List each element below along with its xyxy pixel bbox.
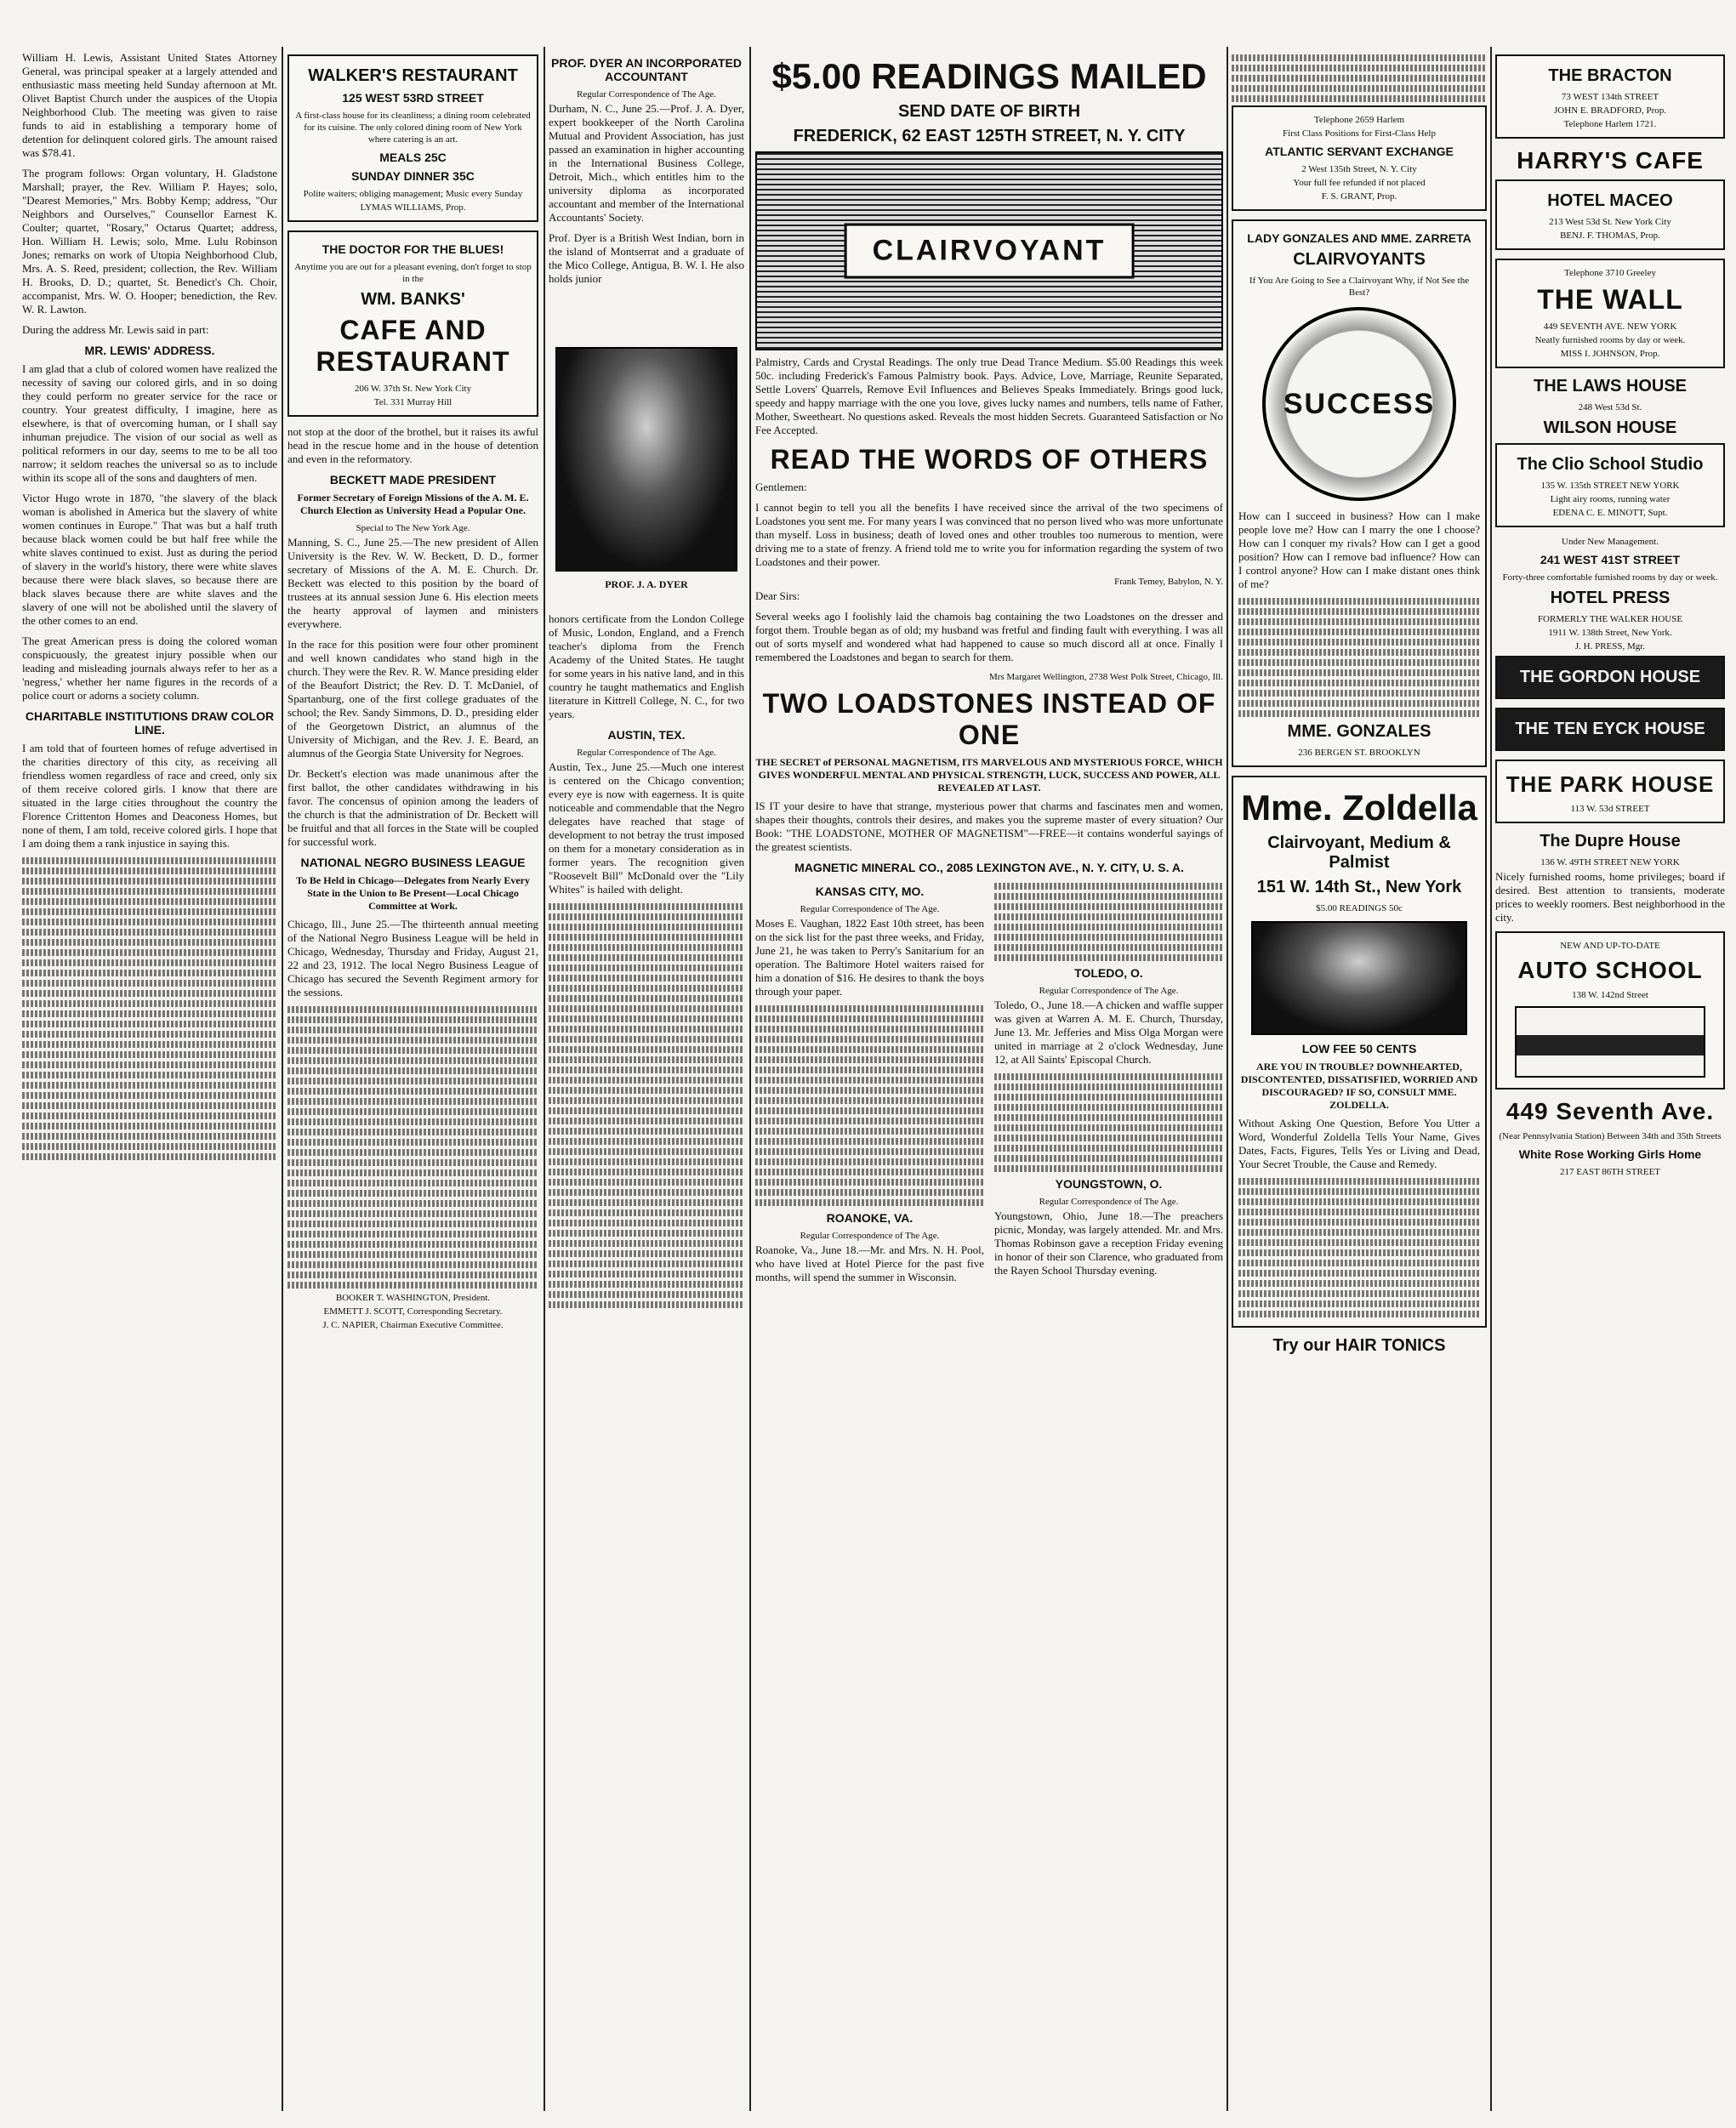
section-heading: MR. LEWIS' ADDRESS. xyxy=(84,344,215,357)
ad-prop: JOHN E. BRADFORD, Prop. xyxy=(1553,105,1667,116)
ad-body: How can I succeed in business? How can I make people love me? How can I marry the one I choose? How can I conquer my rivals? How can I get a good position? How can I remove bad influence? How can I control anyone? How can I make distant ones think of me? xyxy=(1238,509,1480,590)
article-paragraph: Roanoke, Va., June 18.—Mr. and Mrs. N. H. Pool, who have lived at Hotel Pierce for the past five months, will spend the summer in Wisconsin. xyxy=(755,1243,984,1283)
article-headline: PROF. DYER AN INCORPORATED ACCOUNTANT xyxy=(550,56,742,83)
ad-line: Neatly furnished rooms by day or week. xyxy=(1534,335,1686,345)
article-paragraph: Moses E. Vaughan, 1822 East 10th street, has been on the sick list for the past three weeks, and Friday, June 21, he was taken to Perry's Sanitarium for an operation. The Baltimore Hotel waiters raised for him a donation of $16. He desires to thank the boys through your paper. xyxy=(755,917,984,998)
article-paragraph: The great American press is doing the colored woman conspicuously, the greatest injury possible when our leading and misleading journals always refer to her as a 'negress,' whether her name figures in the records of a police court or adorns a society column. xyxy=(22,634,277,702)
ad-address: 125 WEST 53RD STREET xyxy=(342,91,484,105)
article-paragraph: Manning, S. C., June 25.—The new president of Allen University is the Rev. W. W. Beckett, D. D., former secretary of Missions of the A. M. E. Church. Dr. Beckett was elected to this position by the board of trustees at its annual session June 6. His election meets the hearty approval of laymen and ministers everywhere. xyxy=(287,536,538,630)
ad-address: 213 West 53d St. New York City xyxy=(1549,217,1671,227)
article-paragraph: honors certificate from the London College of Music, London, England, and a French teacher's diploma from the French Academy of the United States. He taught for some years in his native land, and in this country he taught mathematics and English literature in Kittrell College, N. C., for two years. xyxy=(549,612,744,720)
zoldella-ad xyxy=(1232,776,1487,1328)
ad-name: WM. BANKS' xyxy=(361,290,465,309)
ad-headline: READ THE WORDS OF OTHERS xyxy=(770,444,1209,475)
ad-line: Forty-three comfortable furnished rooms by day or week. xyxy=(1502,572,1718,583)
correspondence-left xyxy=(755,879,984,1291)
article-dateline: Regular Correspondence of The Age. xyxy=(1039,1197,1179,1207)
article-paragraph: Dr. Beckett's election was made unanimous after the first ballot, the other candidates withdrawing in his favor. The concensus of opinion among the leaders of the church is that the administration of Dr. Beckett will be fruitful and that all forces in the State will be coupled for successful work. xyxy=(287,767,538,848)
ten-eyck-house-ad xyxy=(1495,708,1725,751)
ad-title: HOTEL MACEO xyxy=(1547,191,1673,210)
ad-title: WALKER'S RESTAURANT xyxy=(308,66,518,85)
ad-body: Palmistry, Cards and Crystal Readings. The only true Dead Trance Medium. $5.00 Readings this week 50c. including Frederick's Famous Palmistry book. Pays. Advice, Love, Marriage, Reunite Separated, Settle Lovers' Quarrels, Remove Evil Influences and Believes Speaks Immediately. Brings good luck, speedy and happy marriage with the one you love, gives lucky names and numbers, tells name of Father, Mother, Sweetheart. No questions asked. Reveals the most hidden Secrets. Guaranteed Satisfaction or No Fee Accepted. xyxy=(755,356,1223,436)
column-4 xyxy=(755,51,1223,2111)
banner-text: CLAIRVOYANT xyxy=(845,224,1135,279)
ad-title: CLAIRVOYANTS xyxy=(1293,250,1426,269)
white-rose-ad: White Rose Working Girls Home xyxy=(1518,1147,1702,1161)
ad-prop: F. S. GRANT, Prop. xyxy=(1321,191,1397,202)
article-paragraph: Victor Hugo wrote in 1870, "the slavery of the black woman is abolished in America but the slavery of white women continues in Europe." That was but a half truth because black women could be but half free while the white slaves continued to exist. Just as during the period of slavery in the world's history, there were white slaves because there were black slaves, so because there are black slaves because there are white slaves and the slavery of one will not be abolished until the slavery of the other comes to an end. xyxy=(22,492,277,627)
letter-greeting: Dear Sirs: xyxy=(755,589,800,602)
ad-illustration xyxy=(1251,921,1467,1035)
article-paragraph: I am glad that a club of colored women have realized the necessity of saving our colored girls, and in so doing they could perform no greater service for the race or country. Your greatest difficulty, I imagine, here as elsewhere, is that of overcoming human, or I shall say inhuman prejudice. The vision of our social as well as political reformers in our day, seems to me to be all too narrow; it seldom reaches the universal so as to include within its scope all of the sons and daughters of men. xyxy=(22,362,277,484)
dupre-house-ad: The Dupre House xyxy=(1540,832,1681,851)
column-rule xyxy=(1227,47,1228,2111)
ad-address: 449 SEVENTH AVE. NEW YORK xyxy=(1543,321,1677,332)
column-rule xyxy=(544,47,545,2111)
article-headline: NATIONAL NEGRO BUSINESS LEAGUE xyxy=(300,856,526,869)
success-emblem xyxy=(1262,307,1456,501)
ad-title: THE BRACTON xyxy=(1548,66,1672,85)
illegible-text xyxy=(994,883,1223,961)
illegible-text xyxy=(1232,54,1487,102)
portrait-block xyxy=(549,340,744,600)
automobile-illustration xyxy=(1515,1006,1705,1078)
clairvoyant-banner xyxy=(755,151,1223,350)
article-paragraph: Austin, Tex., June 25.—Much one interest is centered on the Chicago convention; every eye is now with eagerness. It is quite noticeable and commendable that the Negro delegates have reached that stage of development to not betray the trust imposed on them for a monetary consideration as in former years. The recognition given "Roosevelt Bill" McDonald over the "Lily Whites" is hailed with delight. xyxy=(549,760,744,896)
ad-prop: EDENA C. E. MINOTT, Supt. xyxy=(1552,508,1668,518)
article-dateline: Regular Correspondence of The Age. xyxy=(577,89,716,100)
ad-subhead: THE SECRET of PERSONAL MAGNETISM, ITS MARVELOUS AND MYSTERIOUS FORCE, WHICH GIVES WONDERFUL MENTAL AND PHYSICAL STRENGTH, LUCK, SUCCESS AND POWER, ALL REVEALED AT LAST. xyxy=(755,756,1223,794)
ad-body: Nicely furnished rooms, home privileges; board if desired. Best attention to transients, moderate prices to weekly roomers. Best neighborhood in the city. xyxy=(1495,870,1725,924)
article-headline: ROANOKE, VA. xyxy=(826,1211,914,1225)
letter-body: Several weeks ago I foolishly laid the chamois bag containing the two Loadstones on the dresser and forgot them. Trouble began as of old; my husband was fretful and finding fault with everything. I was all out of sorts myself and wondered what had happened to cause so much discord all at once. Finally I remembered the Loadstones and began to search for them. xyxy=(755,610,1223,663)
letter-greeting: Gentlemen: xyxy=(755,481,807,493)
column-3-lower xyxy=(549,612,744,2111)
column-rule xyxy=(749,47,751,2111)
ad-tel: Telephone Harlem 1721. xyxy=(1563,119,1657,129)
article-dateline: Regular Correspondence of The Age. xyxy=(1039,986,1179,996)
ad-prop: J. H. PRESS, Mgr. xyxy=(1574,641,1646,651)
section-heading: CHARITABLE INSTITUTIONS DRAW COLOR LINE. xyxy=(25,709,275,737)
ad-title: THE GORDON HOUSE xyxy=(1519,668,1701,686)
ad-line: Light airy rooms, running water xyxy=(1550,494,1671,504)
ad-subhead: (Near Pennsylvania Station) Between 34th and 35th Streets xyxy=(1499,1131,1722,1141)
ad-service: Polite waiters; obliging management; Music every Sunday xyxy=(303,189,523,199)
hotel-maceo-ad xyxy=(1495,179,1725,250)
article-headline: BECKETT MADE PRESIDENT xyxy=(329,473,497,486)
wilson-house-ad: WILSON HOUSE xyxy=(1543,418,1677,437)
article-subhead: Former Secretary of Foreign Missions of the A. M. E. Church Election as University Head a Popular One. xyxy=(297,492,529,516)
ad-address: 236 BERGEN ST. BROOKLYN xyxy=(1298,748,1420,758)
seventh-ave-ad: 449 Seventh Ave. xyxy=(1505,1098,1715,1124)
ad-tel: Telephone 2659 Harlem xyxy=(1313,115,1405,125)
ad-line: First Class Positions for First-Class Help xyxy=(1283,128,1436,139)
ad-address: 151 W. 14th St., New York xyxy=(1256,878,1462,896)
column-2 xyxy=(287,51,538,2111)
letter-signature: Frank Temey, Babylon, N. Y. xyxy=(1114,577,1223,587)
ad-address: 138 W. 142nd Street xyxy=(1572,990,1648,1000)
auto-school-ad xyxy=(1495,931,1725,1090)
ad-subhead: FORMERLY THE WALKER HOUSE xyxy=(1537,614,1683,624)
harrys-cafe-ad: HARRY'S CAFE xyxy=(1517,147,1704,174)
park-house-ad xyxy=(1495,760,1725,823)
ad-subhead: SEND DATE OF BIRTH xyxy=(897,102,1081,121)
ad-title: THE WALL xyxy=(1537,284,1683,315)
article-paragraph: Prof. Dyer is a British West Indian, born in the island of Montserrat and a graduate of the Mico College, Antigua, B. W. I. He also holds junior xyxy=(549,231,744,285)
article-paragraph: not stop at the door of the brothel, but it raises its awful head in the rescue home and in the house of detention and even in the reformatory. xyxy=(287,425,538,465)
ad-head: LADY GONZALES AND MME. ZARRETA xyxy=(1247,231,1471,245)
article-dateline: Regular Correspondence of The Age. xyxy=(800,904,940,914)
ad-body: Without Asking One Question, Before You Utter a Word, Wonderful Zoldella Tells Your Name, Gives Dates, Facts, Figures, Tells Yes or Living and Dead, Your Secret Trouble, the Cause and Remedy. xyxy=(1238,1117,1480,1170)
ad-name: ATLANTIC SERVANT EXCHANGE xyxy=(1265,145,1454,158)
letter-signature: Mrs Margaret Wellington, 2738 West Polk Street, Chicago, Ill. xyxy=(988,672,1223,682)
column-5 xyxy=(1232,51,1487,2111)
column-1 xyxy=(22,51,277,2111)
article-program: The program follows: Organ voluntary, H. Gladstone Marshall; prayer, the Rev. William P. Hayes; solo, "Dearest Memories," Mrs. Bobby Kemp; address, "Our Neighbors and Ourselves," Counsellor Earnest K. Coulter; quartet, "Rosary," Octarus Quartet; address, Hon. William H. Lewis; solo, Mme. Lulu Robinson Jones; remarks on work of Utopia Neighborhood Club, Mrs. A. S. Reed, president; collection, the Rev. William H. Brooks, D. D.; quartet, St. Benedict's Ch. Choir, accompanist, Mrs. W. O. Hooper; benediction, the Rev. W. R. Lawton. xyxy=(22,167,277,316)
ad-address: 135 W. 135th STREET NEW YORK xyxy=(1540,481,1680,491)
ad-prop: LYMAS WILLIAMS, Prop. xyxy=(360,202,466,213)
ad-head: LOW FEE 50 CENTS xyxy=(1301,1042,1417,1055)
emblem-text: SUCCESS xyxy=(1283,387,1436,420)
article-paragraph: Durham, N. C., June 25.—Prof. J. A. Dyer, expert bookkeeper of the North Carolina Mutual and Provident Association, has just passed an examination in higher accounting in the International Business College, Detroit, Mich., which entitles him to the university diploma as incorporated accountant and member of the International Accountants' Society. xyxy=(549,102,744,224)
ad-question: ARE YOU IN TROUBLE? DOWNHEARTED, DISCONTENTED, DISSATISFIED, WORRIED AND DISCOURAGED? IF SO, CONSULT MME. ZOLDELLA. xyxy=(1240,1061,1478,1111)
ad-meals: MEALS 25C xyxy=(379,151,447,164)
ad-address: 136 W. 49TH STREET NEW YORK xyxy=(1540,857,1680,868)
ad-head: Under New Management. xyxy=(1562,537,1659,547)
hotel-press-ad: HOTEL PRESS xyxy=(1550,589,1671,607)
ad-line: If You Are Going to See a Clairvoyant Why, if Not See the Best? xyxy=(1249,276,1470,298)
ad-title: THE TEN EYCK HOUSE xyxy=(1515,720,1705,738)
ad-head: NEW AND UP-TO-DATE xyxy=(1560,941,1660,951)
ad-title: AUTO SCHOOL xyxy=(1517,957,1703,983)
ad-price: $5.00 READINGS 50c xyxy=(1316,903,1403,913)
ad-prop: BENJ. F. THOMAS, Prop. xyxy=(1560,230,1660,241)
correspondence-right xyxy=(994,879,1223,1291)
photo-caption: PROF. J. A. DYER xyxy=(605,578,688,590)
ad-address: 248 West 53d St. xyxy=(1578,402,1642,413)
clairvoyants-ad xyxy=(1232,219,1487,767)
hair-tonic-ad: Try our HAIR TONICS xyxy=(1272,1336,1446,1355)
article-paragraph: I am told that of fourteen homes of refuge advertised in the charities directory of this city, as receiving all friendless women regardless of race and creed, only six of them receive colored girls. I know that there are situated in the large cities throughout the country the Florence Crittenton Homes and Deaconess Homes, but none of them, I am told, receive colored girls. I hope that I am doing them a rank injustice in saying this. xyxy=(22,742,277,850)
the-wall-ad xyxy=(1495,259,1725,368)
illegible-text xyxy=(1238,1178,1480,1317)
ad-title: THE PARK HOUSE xyxy=(1505,771,1715,797)
ad-subhead: Clairvoyant, Medium & Palmist xyxy=(1267,834,1451,872)
laws-house-ad: THE LAWS HOUSE xyxy=(1533,377,1687,395)
ad-dinner: SUNDAY DINNER 35C xyxy=(351,169,475,183)
ad-title: The Clio School Studio xyxy=(1517,455,1704,474)
article-dateline: Special to The New York Age. xyxy=(356,523,470,533)
ad-tel: Tel. 331 Murray Hill xyxy=(373,397,452,407)
ad-address: 73 WEST 134th STREET xyxy=(1561,92,1659,102)
ad-name: Mme. Zoldella xyxy=(1241,788,1477,828)
signature: J. C. NAPIER, Chairman Executive Committee. xyxy=(322,1320,504,1330)
ad-body: IS IT your desire to have that strange, mysterious power that charms and fascinates men and women, shapes their thoughts, controls their desires, and makes you the supreme master of every situation? Our Book: "THE LOADSTONE, MOTHER OF MAGNETISM"—FREE—it contains wonderful sayings of the greatest scientists. xyxy=(755,799,1223,853)
restaurant-ad xyxy=(287,54,538,222)
ad-head: THE DOCTOR FOR THE BLUES! xyxy=(322,242,504,256)
article-headline: AUSTIN, TEX. xyxy=(607,728,686,742)
ad-name: MME. GONZALES xyxy=(1287,722,1431,741)
article-dateline: Regular Correspondence of The Age. xyxy=(800,1231,940,1241)
article-headline: KANSAS CITY, MO. xyxy=(815,885,925,898)
ad-line: Your full fee refunded if not placed xyxy=(1293,178,1426,188)
article-headline: YOUNGSTOWN, O. xyxy=(1055,1177,1163,1191)
signature: EMMETT J. SCOTT, Corresponding Secretary. xyxy=(323,1306,503,1317)
illegible-text xyxy=(755,1005,984,1206)
signature: BOOKER T. WASHINGTON, President. xyxy=(335,1293,491,1303)
ad-prop: MISS I. JOHNSON, Prop. xyxy=(1560,349,1660,359)
ad-address: 241 WEST 41ST STREET xyxy=(1540,553,1681,566)
ad-address: 2 West 135th Street, N. Y. City xyxy=(1301,164,1417,174)
article-paragraph: In the race for this position were four other prominent and well known candidates who stand high in the church. They were the Rev. R. W. Mance presiding elder of the Beaufort District; the Rev. D. T. McDaniel, of Spartanburg, one of the first college graduates of the school; the Rev. Sandy Simmons, D. D., presiding elder of the Georgetown District, an alumnus of the University of Michigan, and the Rev. J. E. Beard, an alumnus of the Georgia State University for Negroes. xyxy=(287,638,538,760)
article-paragraph: Chicago, Ill., June 25.—The thirteenth annual meeting of the National Negro Business League will be held in Chicago, Wednesday, Thursday and Friday, August 21, 22 and 23, 1912. The local Negro Business League of Chicago has secured the Seventh Regiment armory for the sessions. xyxy=(287,918,538,999)
ad-address: FREDERICK, 62 EAST 125TH STREET, N. Y. CITY xyxy=(793,127,1186,145)
gordon-house-ad xyxy=(1495,656,1725,699)
column-rule xyxy=(1490,47,1492,2111)
servant-exchange-ad xyxy=(1232,105,1487,211)
article-paragraph: Toledo, O., June 18.—A chicken and waffle supper was given at Warren A. M. E. Church, Thursday, June 13. Mr. Jefferies and Miss Olga Morgan were united in marriage at 2 o'clock Wednesday, June 12, at All Saints' Episcopal Church. xyxy=(994,999,1223,1066)
column-rule xyxy=(282,47,283,2111)
article-headline: TOLEDO, O. xyxy=(1074,966,1143,980)
article-subhead: To Be Held in Chicago—Delegates from Nearly Every State in the Union to Be Present—Local Chicago Committee at Work. xyxy=(296,874,530,912)
article-intro: William H. Lewis, Assistant United States Attorney General, was principal speaker at a largely attended and enthusiastic mass meeting held Sunday afternoon at Mt. Olivet Baptist Church under the auspices of the Utopia Neighborhood Club. The meeting was given to raise funds to aid in establishing a temporary home of detention for delinquent colored girls. The amount raised was $78.41. xyxy=(22,51,277,159)
ad-address: 217 EAST 86TH STREET xyxy=(1559,1167,1661,1177)
clio-school-ad xyxy=(1495,443,1725,527)
ad-address: 113 W. 53d STREET xyxy=(1570,804,1650,814)
article-dateline: Regular Correspondence of The Age. xyxy=(577,748,716,758)
ad-title: CAFE AND RESTAURANT xyxy=(316,315,510,377)
ad-address: 206 W. 37th St. New York City xyxy=(354,384,472,394)
article-during: During the address Mr. Lewis said in part: xyxy=(22,323,209,336)
column-6 xyxy=(1495,51,1725,2111)
illegible-text xyxy=(22,857,277,1160)
illegible-text xyxy=(1238,598,1480,717)
bracton-ad xyxy=(1495,54,1725,139)
illegible-text xyxy=(287,1006,538,1289)
ad-headline: TWO LOADSTONES INSTEAD OF ONE xyxy=(762,688,1216,750)
correspondence-columns xyxy=(755,879,1223,1291)
ad-tel: Telephone 3710 Greeley xyxy=(1564,268,1656,278)
portrait-photo xyxy=(555,347,737,572)
cafe-ad xyxy=(287,230,538,417)
letter-body: I cannot begin to tell you all the benefits I have received since the arrival of the two specimens of Loadstones you sent me. For many years I was convinced that no person lived who was more unfortunate than myself. Loss in business; death of loved ones and other troubles too numerous to mention, were driving me to a state of frenzy. A friend told me to write you for information regarding the system of two Loadstones and their power. xyxy=(755,501,1223,568)
ad-line: A first-class house for its cleanliness; a dining room celebrated for its cuisine. The only colored dining room of New York where catering is an art. xyxy=(295,111,531,145)
ad-headline: $5.00 READINGS MAILED xyxy=(771,56,1207,96)
ad-address: 1911 W. 138th Street, New York. xyxy=(1548,628,1672,638)
article-paragraph: Youngstown, Ohio, June 18.—The preachers picnic, Monday, was largely attended. Mr. and Mrs. Thomas Robinson gave a reception Friday evening in honor of their son Clarence, who graduated from the Rayen School Thursday evening. xyxy=(994,1209,1223,1277)
ad-footer: MAGNETIC MINERAL CO., 2085 LEXINGTON AVE., N. Y. CITY, U. S. A. xyxy=(794,861,1184,874)
illegible-text xyxy=(549,903,744,1308)
illegible-text xyxy=(994,1073,1223,1172)
ad-line: Anytime you are out for a pleasant evening, don't forget to stop in the xyxy=(294,262,532,284)
